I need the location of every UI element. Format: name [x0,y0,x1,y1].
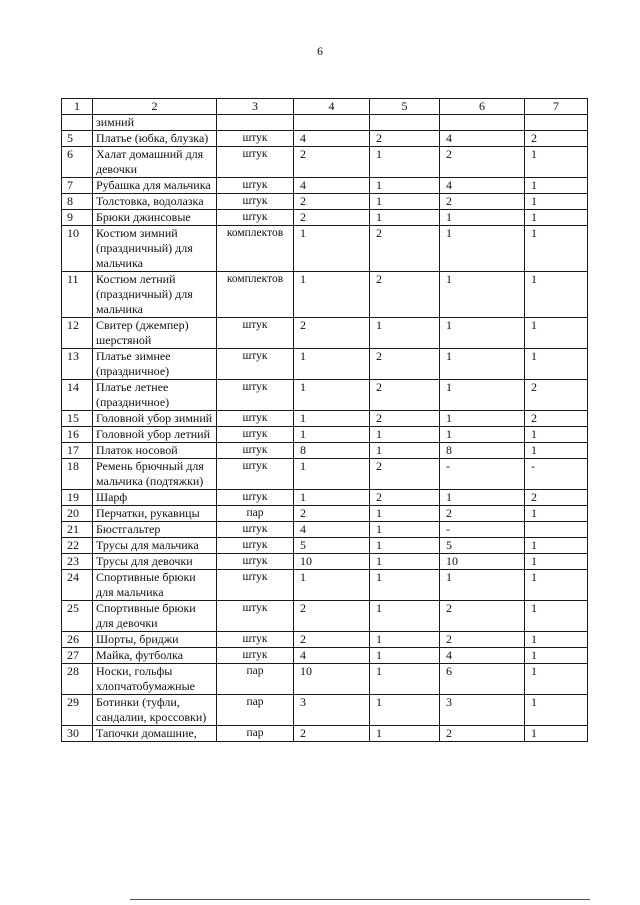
cell-col6: 2 [440,632,525,648]
cell-unit: штук [217,131,294,147]
cell-unit: штук [217,194,294,210]
cell-col4: 2 [294,147,370,178]
table-row [62,380,588,411]
cell-col6: - [440,522,525,538]
table-row [62,570,588,601]
cell-col7: 1 [525,632,588,648]
table-row [62,210,588,226]
table-row [62,695,588,726]
cell-col5: 1 [370,664,440,695]
cell-name: Шарф [93,490,217,506]
cell-col6: 1 [440,427,525,443]
cell-unit: комплектов [217,226,294,272]
cell-col7 [525,115,588,131]
cell-num: 30 [62,726,93,742]
cell-col4: 4 [294,522,370,538]
cell-unit: штук [217,490,294,506]
cell-unit: штук [217,411,294,427]
cell-col6: 2 [440,601,525,632]
cell-col7: 2 [525,380,588,411]
cell-name: Платье летнее (праздничное) [93,380,217,411]
cell-col6: 4 [440,131,525,147]
table-row [62,538,588,554]
cell-unit: штук [217,210,294,226]
cell-col6: 2 [440,147,525,178]
cell-num: 26 [62,632,93,648]
cell-col4: 2 [294,210,370,226]
column-header-1: 1 [62,99,93,115]
cell-unit: штук [217,443,294,459]
cell-col5: 1 [370,554,440,570]
header-row [62,99,588,115]
cell-unit: штук [217,178,294,194]
cell-col4: 3 [294,695,370,726]
cell-col7: 1 [525,648,588,664]
cell-col6: 5 [440,538,525,554]
cell-col6: 1 [440,272,525,318]
cell-unit: штук [217,147,294,178]
cell-col5 [370,115,440,131]
cell-col6: 1 [440,210,525,226]
cell-col5: 1 [370,632,440,648]
column-header-3: 3 [217,99,294,115]
cell-col5: 1 [370,443,440,459]
cell-unit: штук [217,601,294,632]
cell-num: 20 [62,506,93,522]
cell-name: Майка, футболка [93,648,217,664]
cell-unit: штук [217,554,294,570]
cell-col7: 1 [525,349,588,380]
cell-col7: 1 [525,194,588,210]
cell-name: Перчатки, рукавицы [93,506,217,522]
table-body [62,115,588,742]
cell-name: Носки, гольфы хлопчатобумажные [93,664,217,695]
cell-col4: 4 [294,131,370,147]
cell-num: 24 [62,570,93,601]
table-row [62,601,588,632]
cell-name: Спортивные брюки для мальчика [93,570,217,601]
table-row [62,506,588,522]
cell-name: Толстовка, водолазка [93,194,217,210]
cell-col5: 1 [370,601,440,632]
cell-num: 8 [62,194,93,210]
cell-num: 15 [62,411,93,427]
cell-num: 25 [62,601,93,632]
cell-num: 9 [62,210,93,226]
cell-col6: 6 [440,664,525,695]
cell-num: 11 [62,272,93,318]
cell-col5: 2 [370,226,440,272]
cell-col7: - [525,459,588,490]
cell-num: 17 [62,443,93,459]
cell-col4: 1 [294,570,370,601]
cell-col5: 1 [370,210,440,226]
cell-name: Костюм летний (праздничный) для мальчика [93,272,217,318]
cell-unit: пар [217,695,294,726]
cell-num: 14 [62,380,93,411]
cell-col7: 2 [525,131,588,147]
table-row [62,648,588,664]
cell-num: 22 [62,538,93,554]
cell-name: Ботинки (туфли, сандалии, кроссовки) [93,695,217,726]
table-row [62,459,588,490]
cell-col6: 1 [440,226,525,272]
cell-name: Шорты, бриджи [93,632,217,648]
cell-col4: 1 [294,411,370,427]
cell-name: Халат домашний для девочки [93,147,217,178]
cell-name: Бюстгальтер [93,522,217,538]
cell-col5: 1 [370,538,440,554]
cell-col5: 1 [370,506,440,522]
table-row [62,726,588,742]
cell-num: 12 [62,318,93,349]
cell-name: зимний [93,115,217,131]
cell-col5: 1 [370,147,440,178]
continuation-row [62,115,588,131]
table-row [62,226,588,272]
cell-name: Тапочки домашние, [93,726,217,742]
table-row [62,664,588,695]
column-header-5: 5 [370,99,440,115]
table-row [62,490,588,506]
cell-col5: 1 [370,178,440,194]
cell-col6: 4 [440,178,525,194]
cell-col5: 1 [370,522,440,538]
cell-col5: 2 [370,380,440,411]
cell-col5: 1 [370,726,440,742]
cell-name: Трусы для девочки [93,554,217,570]
cell-num: 7 [62,178,93,194]
cell-col6 [440,115,525,131]
cell-col5: 1 [370,194,440,210]
cell-name: Головной убор летний [93,427,217,443]
column-header-4: 4 [294,99,370,115]
cell-num: 19 [62,490,93,506]
cell-num: 27 [62,648,93,664]
cell-col7: 1 [525,318,588,349]
table-row [62,194,588,210]
cell-num: 16 [62,427,93,443]
cell-unit: пар [217,506,294,522]
cell-col4: 2 [294,601,370,632]
cell-col7: 1 [525,443,588,459]
cell-col4: 2 [294,506,370,522]
cell-col4: 10 [294,664,370,695]
cell-col6: 3 [440,695,525,726]
cell-num: 10 [62,226,93,272]
cell-name: Свитер (джемпер) шерстяной [93,318,217,349]
cell-col7: 1 [525,570,588,601]
cell-col7: 1 [525,538,588,554]
cell-name: Брюки джинсовые [93,210,217,226]
table-row [62,272,588,318]
table-row [62,131,588,147]
cell-col6: 1 [440,318,525,349]
cell-col5: 2 [370,349,440,380]
cell-col6: - [440,459,525,490]
cell-col7: 1 [525,601,588,632]
cell-col6: 8 [440,443,525,459]
table-row [62,554,588,570]
cell-col4: 1 [294,349,370,380]
cell-col7: 2 [525,490,588,506]
cell-name: Спортивные брюки для девочки [93,601,217,632]
cell-col7 [525,522,588,538]
cell-col6: 2 [440,726,525,742]
cell-unit [217,115,294,131]
cell-col6: 1 [440,490,525,506]
cell-name: Платье зимнее (праздничное) [93,349,217,380]
cell-col5: 1 [370,318,440,349]
cell-col4: 5 [294,538,370,554]
cell-unit: штук [217,522,294,538]
cell-col6: 1 [440,411,525,427]
cell-col4: 1 [294,490,370,506]
cell-col4 [294,115,370,131]
cell-col5: 2 [370,131,440,147]
cell-col7: 1 [525,226,588,272]
cell-num: 21 [62,522,93,538]
cell-num: 18 [62,459,93,490]
cell-col7: 1 [525,210,588,226]
cell-num: 29 [62,695,93,726]
cell-col6: 4 [440,648,525,664]
cell-col5: 1 [370,570,440,601]
cell-col6: 1 [440,380,525,411]
cell-col7: 1 [525,695,588,726]
cell-unit: штук [217,538,294,554]
cell-col4: 1 [294,272,370,318]
cell-col5: 1 [370,427,440,443]
cell-col7: 1 [525,178,588,194]
table-row [62,427,588,443]
cell-num [62,115,93,131]
cell-col4: 2 [294,726,370,742]
cell-col5: 2 [370,272,440,318]
cell-unit: штук [217,349,294,380]
cell-col4: 4 [294,648,370,664]
cell-col7: 1 [525,554,588,570]
cell-col5: 2 [370,490,440,506]
cell-col6: 2 [440,506,525,522]
cell-col6: 10 [440,554,525,570]
bottom-divider [130,899,590,900]
cell-col4: 1 [294,380,370,411]
cell-col4: 1 [294,427,370,443]
table-row [62,632,588,648]
cell-unit: штук [217,632,294,648]
cell-unit: комплектов [217,272,294,318]
cell-name: Ремень брючный для мальчика (подтяжки) [93,459,217,490]
cell-name: Платок носовой [93,443,217,459]
cell-col4: 10 [294,554,370,570]
cell-col5: 2 [370,411,440,427]
cell-name: Рубашка для мальчика [93,178,217,194]
cell-col7: 1 [525,664,588,695]
cell-name: Головной убор зимний [93,411,217,427]
cell-unit: пар [217,664,294,695]
cell-col7: 2 [525,411,588,427]
table-row [62,522,588,538]
cell-num: 13 [62,349,93,380]
table-row [62,147,588,178]
column-header-2: 2 [93,99,217,115]
cell-col7: 1 [525,272,588,318]
cell-col6: 1 [440,570,525,601]
table-row [62,411,588,427]
cell-col4: 2 [294,318,370,349]
cell-num: 6 [62,147,93,178]
cell-unit: штук [217,570,294,601]
cell-unit: пар [217,726,294,742]
cell-col5: 1 [370,648,440,664]
cell-col6: 1 [440,349,525,380]
table-row [62,318,588,349]
cell-col4: 4 [294,178,370,194]
cell-name: Костюм зимний (праздничный) для мальчика [93,226,217,272]
cell-num: 28 [62,664,93,695]
cell-col4: 8 [294,443,370,459]
column-header-7: 7 [525,99,588,115]
cell-unit: штук [217,459,294,490]
table-row [62,443,588,459]
cell-col4: 1 [294,459,370,490]
cell-unit: штук [217,318,294,349]
cell-num: 5 [62,131,93,147]
cell-name: Трусы для мальчика [93,538,217,554]
cell-num: 23 [62,554,93,570]
cell-name: Платье (юбка, блузка) [93,131,217,147]
cell-unit: штук [217,380,294,411]
column-header-6: 6 [440,99,525,115]
page-number: 6 [317,44,323,58]
cell-col7: 1 [525,147,588,178]
cell-col6: 2 [440,194,525,210]
table-row [62,178,588,194]
cell-col7: 1 [525,726,588,742]
clothing-norms-table [61,98,588,742]
cell-col7: 1 [525,427,588,443]
cell-col4: 2 [294,632,370,648]
cell-unit: штук [217,427,294,443]
cell-unit: штук [217,648,294,664]
cell-col5: 2 [370,459,440,490]
cell-col4: 2 [294,194,370,210]
cell-col5: 1 [370,695,440,726]
table-row [62,349,588,380]
cell-col4: 1 [294,226,370,272]
cell-col7: 1 [525,506,588,522]
